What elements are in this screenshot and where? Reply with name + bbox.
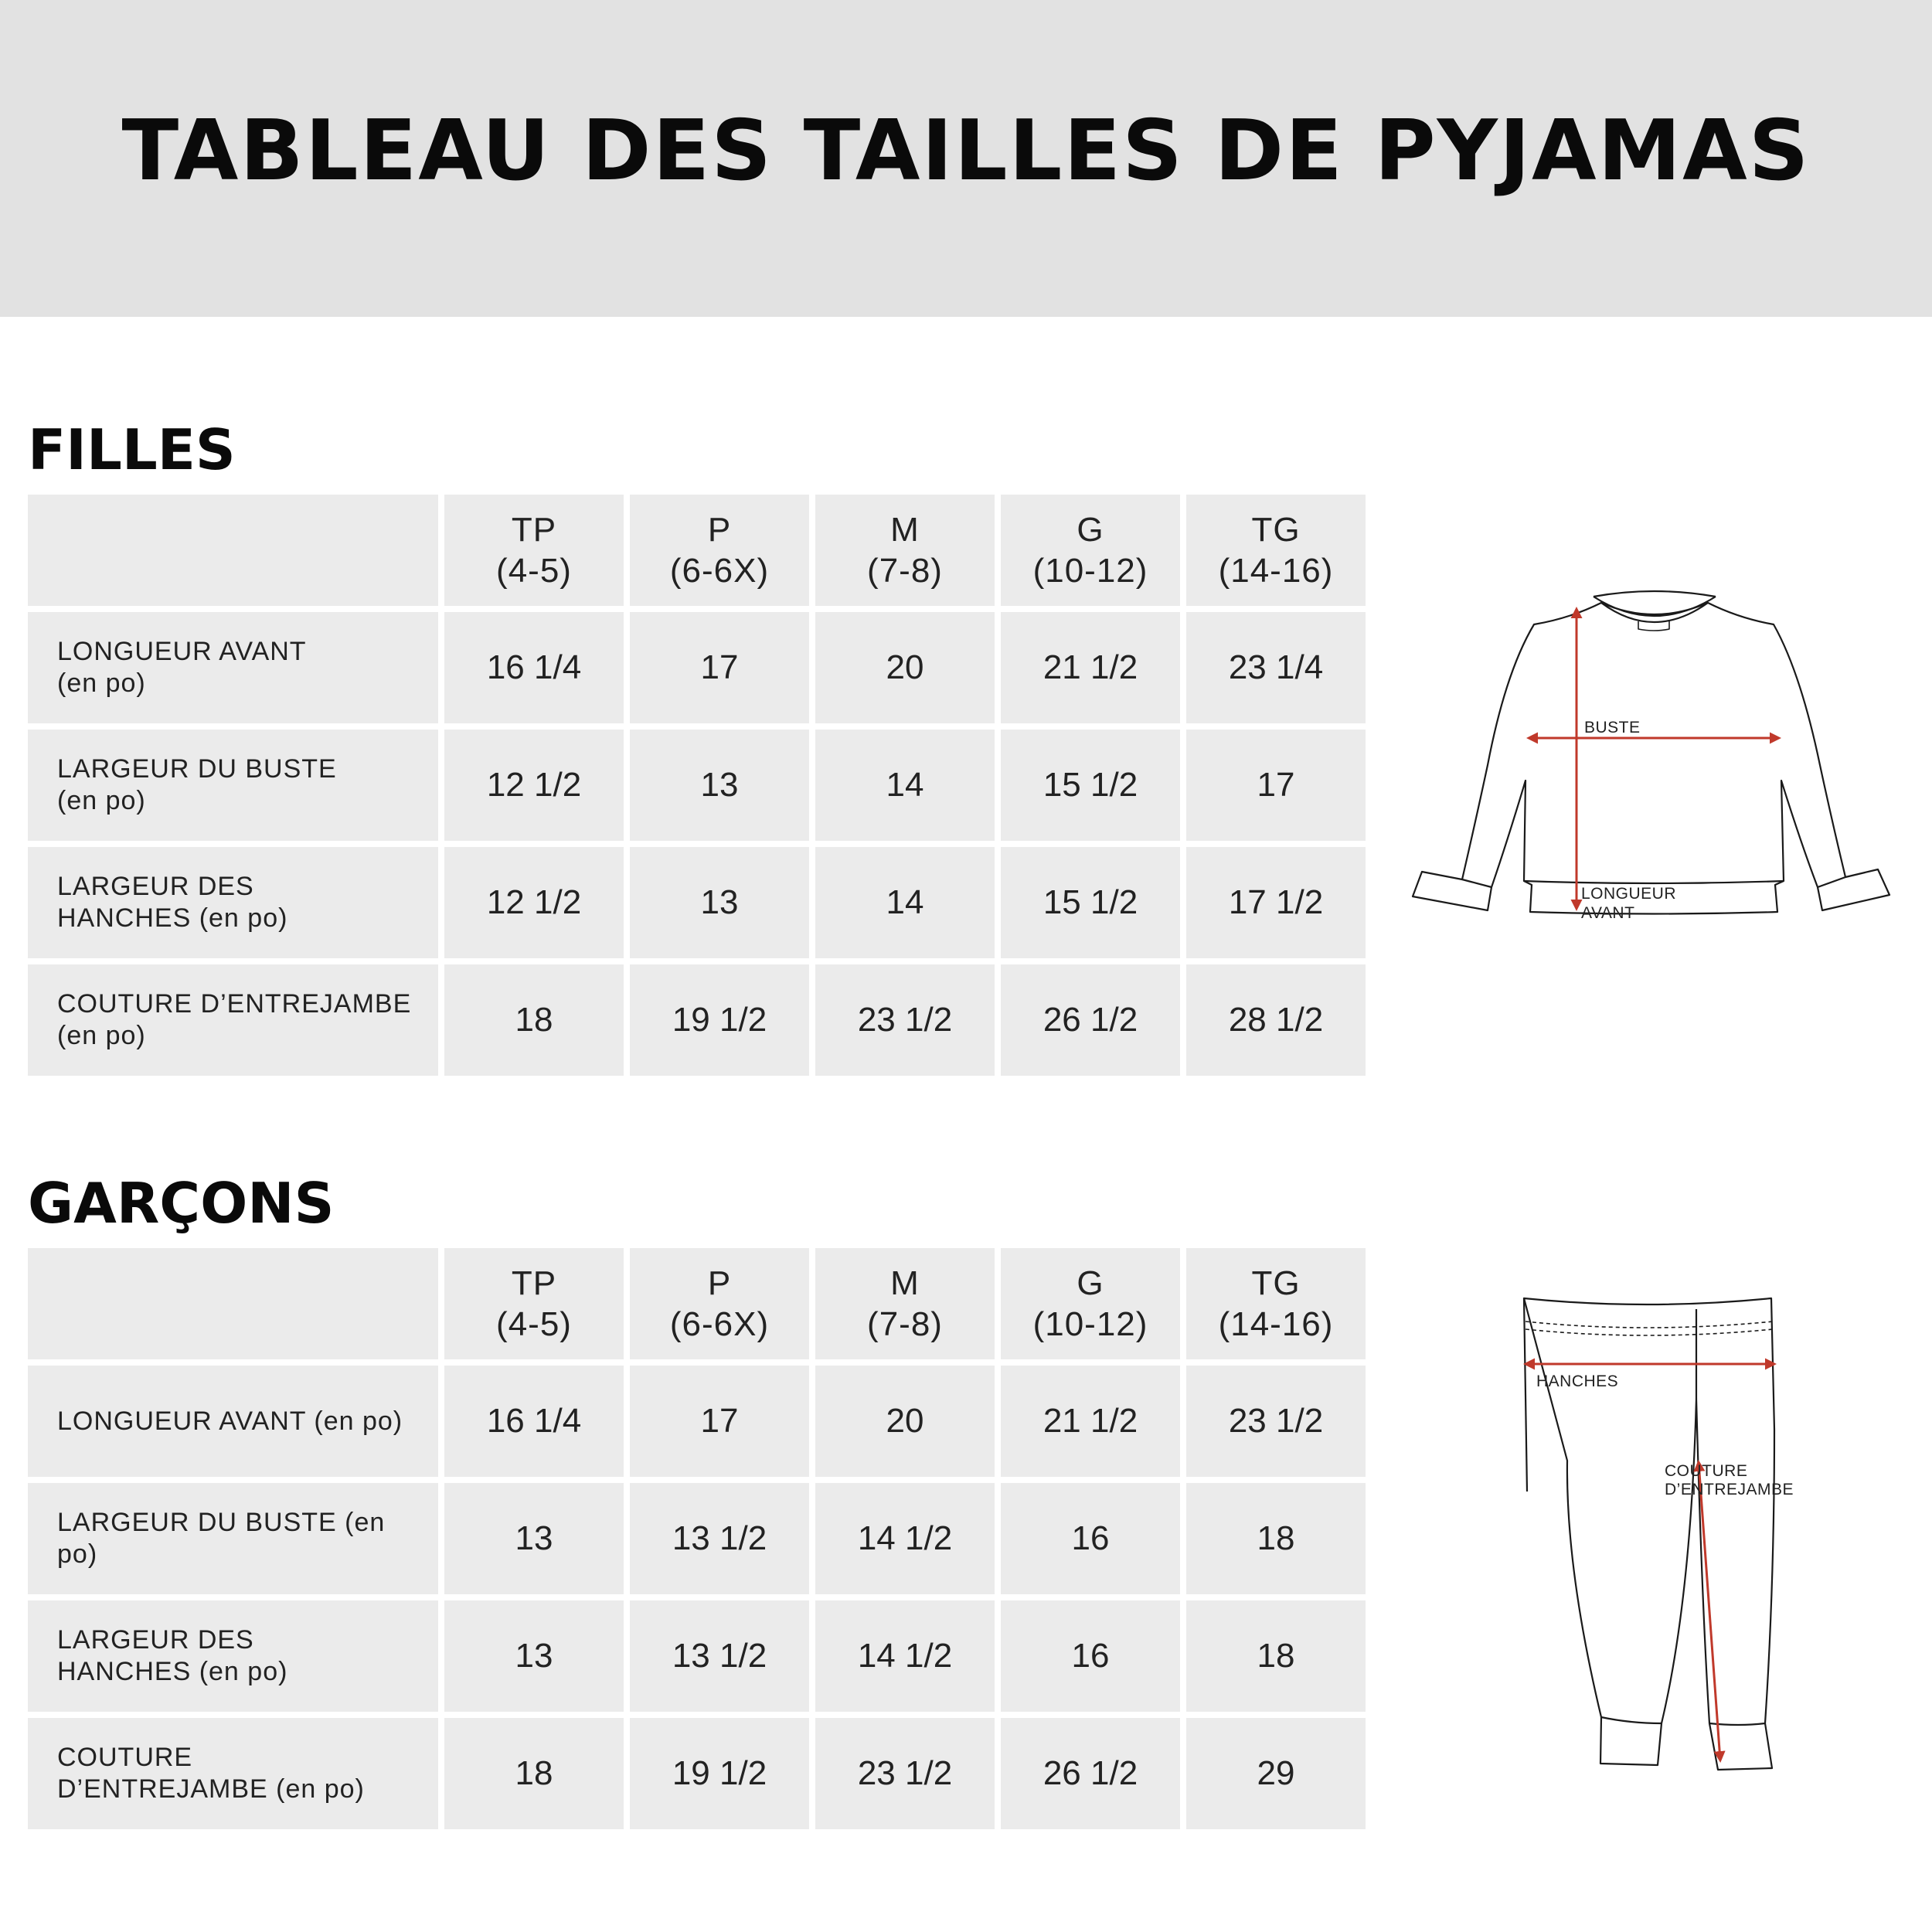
- size-range: (6-6X): [669, 1305, 770, 1343]
- girls-section-title: FILLES: [28, 417, 236, 482]
- table-cell: 19 1/2: [630, 1718, 809, 1829]
- table-cell: 14 1/2: [815, 1600, 995, 1712]
- table-cell: 29: [1186, 1718, 1366, 1829]
- table-cell: 18: [1186, 1483, 1366, 1594]
- table-cell: 23 1/2: [815, 1718, 995, 1829]
- table-cell: 18: [444, 964, 624, 1076]
- table-corner-cell: [28, 495, 438, 606]
- table-cell: 14: [815, 730, 995, 841]
- row-label-hip-width: LARGEUR DES HANCHES (en po): [28, 847, 438, 958]
- size-code: P: [707, 1264, 732, 1302]
- table-cell: 13: [630, 730, 809, 841]
- size-code: TG: [1251, 1264, 1301, 1302]
- boys-section-title: GARÇONS: [28, 1171, 335, 1236]
- size-code: TG: [1251, 511, 1301, 549]
- table-cell: 26 1/2: [1001, 964, 1180, 1076]
- table-cell: 12 1/2: [444, 730, 624, 841]
- size-range: (14-16): [1218, 552, 1334, 590]
- girls-size-table: [28, 495, 1365, 1076]
- table-cell: 17: [630, 612, 809, 723]
- column-header-p: [630, 495, 809, 606]
- table-cell: 21 1/2: [1001, 1366, 1180, 1477]
- table-cell: 17 1/2: [1186, 847, 1366, 958]
- pants-diagram: [1499, 1291, 1824, 1785]
- table-cell: 12 1/2: [444, 847, 624, 958]
- size-range: (10-12): [1032, 552, 1148, 590]
- table-cell: 16 1/4: [444, 1366, 624, 1477]
- table-cell: 23 1/2: [815, 964, 995, 1076]
- table-cell: 13: [630, 847, 809, 958]
- table-cell: 17: [1186, 730, 1366, 841]
- table-cell: 15 1/2: [1001, 847, 1180, 958]
- column-header-g: [1001, 1248, 1180, 1359]
- inseam-label-line1: COUTURE: [1665, 1462, 1748, 1480]
- page-title: TABLEAU DES TAILLES DE PYJAMAS: [121, 102, 1811, 199]
- column-header-p: [630, 1248, 809, 1359]
- size-code: TP: [511, 511, 557, 549]
- column-header-g: [1001, 495, 1180, 606]
- sweater-diagram: [1391, 587, 1909, 974]
- size-range: (7-8): [867, 552, 943, 590]
- table-cell: 16: [1001, 1483, 1180, 1594]
- table-cell: 13: [444, 1483, 624, 1594]
- row-label-front-length: LONGUEUR AVANT (en po): [28, 1366, 438, 1477]
- size-code: M: [890, 511, 920, 549]
- size-code: G: [1077, 511, 1104, 549]
- table-cell: 16 1/4: [444, 612, 624, 723]
- size-code: TP: [511, 1264, 557, 1302]
- table-cell: 13 1/2: [630, 1483, 809, 1594]
- table-cell: 21 1/2: [1001, 612, 1180, 723]
- table-cell: 20: [815, 1366, 995, 1477]
- table-cell: 19 1/2: [630, 964, 809, 1076]
- inseam-label-line2: D’ENTREJAMBE: [1665, 1481, 1794, 1498]
- table-cell: 15 1/2: [1001, 730, 1180, 841]
- size-range: (14-16): [1218, 1305, 1334, 1343]
- table-cell: 23 1/4: [1186, 612, 1366, 723]
- row-label-bust-width: LARGEUR DU BUSTE (en po): [28, 730, 438, 841]
- bust-label: BUSTE: [1584, 719, 1641, 736]
- table-cell: 16: [1001, 1600, 1180, 1712]
- column-header-tp: [444, 1248, 624, 1359]
- row-label-front-length: LONGUEUR AVANT (en po): [28, 612, 438, 723]
- size-code: P: [707, 511, 732, 549]
- table-cell: 23 1/2: [1186, 1366, 1366, 1477]
- size-code: M: [890, 1264, 920, 1302]
- size-code: G: [1077, 1264, 1104, 1302]
- row-label-inseam: COUTURE D’ENTREJAMBE (en po): [28, 964, 438, 1076]
- column-header-m: [815, 1248, 995, 1359]
- sweater-icon: [1413, 591, 1889, 914]
- size-range: (6-6X): [669, 552, 770, 590]
- table-cell: 17: [630, 1366, 809, 1477]
- page-header: [0, 0, 1932, 317]
- table-cell: 14 1/2: [815, 1483, 995, 1594]
- row-label-inseam: COUTURE D’ENTREJAMBE (en po): [28, 1718, 438, 1829]
- boys-size-table: [28, 1248, 1365, 1829]
- row-label-bust-width: LARGEUR DU BUSTE (en po): [28, 1483, 438, 1594]
- table-cell: 26 1/2: [1001, 1718, 1180, 1829]
- size-range: (4-5): [496, 1305, 572, 1343]
- table-cell: 14: [815, 847, 995, 958]
- table-cell: 28 1/2: [1186, 964, 1366, 1076]
- size-range: (10-12): [1032, 1305, 1148, 1343]
- front-length-label-line1: LONGUEUR: [1581, 885, 1677, 903]
- table-cell: 20: [815, 612, 995, 723]
- row-label-hip-width: LARGEUR DES HANCHES (en po): [28, 1600, 438, 1712]
- table-cell: 18: [1186, 1600, 1366, 1712]
- hips-label: HANCHES: [1536, 1372, 1619, 1390]
- size-range: (4-5): [496, 552, 572, 590]
- column-header-tg: [1186, 495, 1366, 606]
- column-header-m: [815, 495, 995, 606]
- table-cell: 13 1/2: [630, 1600, 809, 1712]
- table-cell: 18: [444, 1718, 624, 1829]
- column-header-tp: [444, 495, 624, 606]
- size-range: (7-8): [867, 1305, 943, 1343]
- table-cell: 13: [444, 1600, 624, 1712]
- table-corner-cell: [28, 1248, 438, 1359]
- front-length-label-line2: AVANT: [1581, 904, 1635, 922]
- column-header-tg: [1186, 1248, 1366, 1359]
- pants-icon: [1524, 1298, 1774, 1770]
